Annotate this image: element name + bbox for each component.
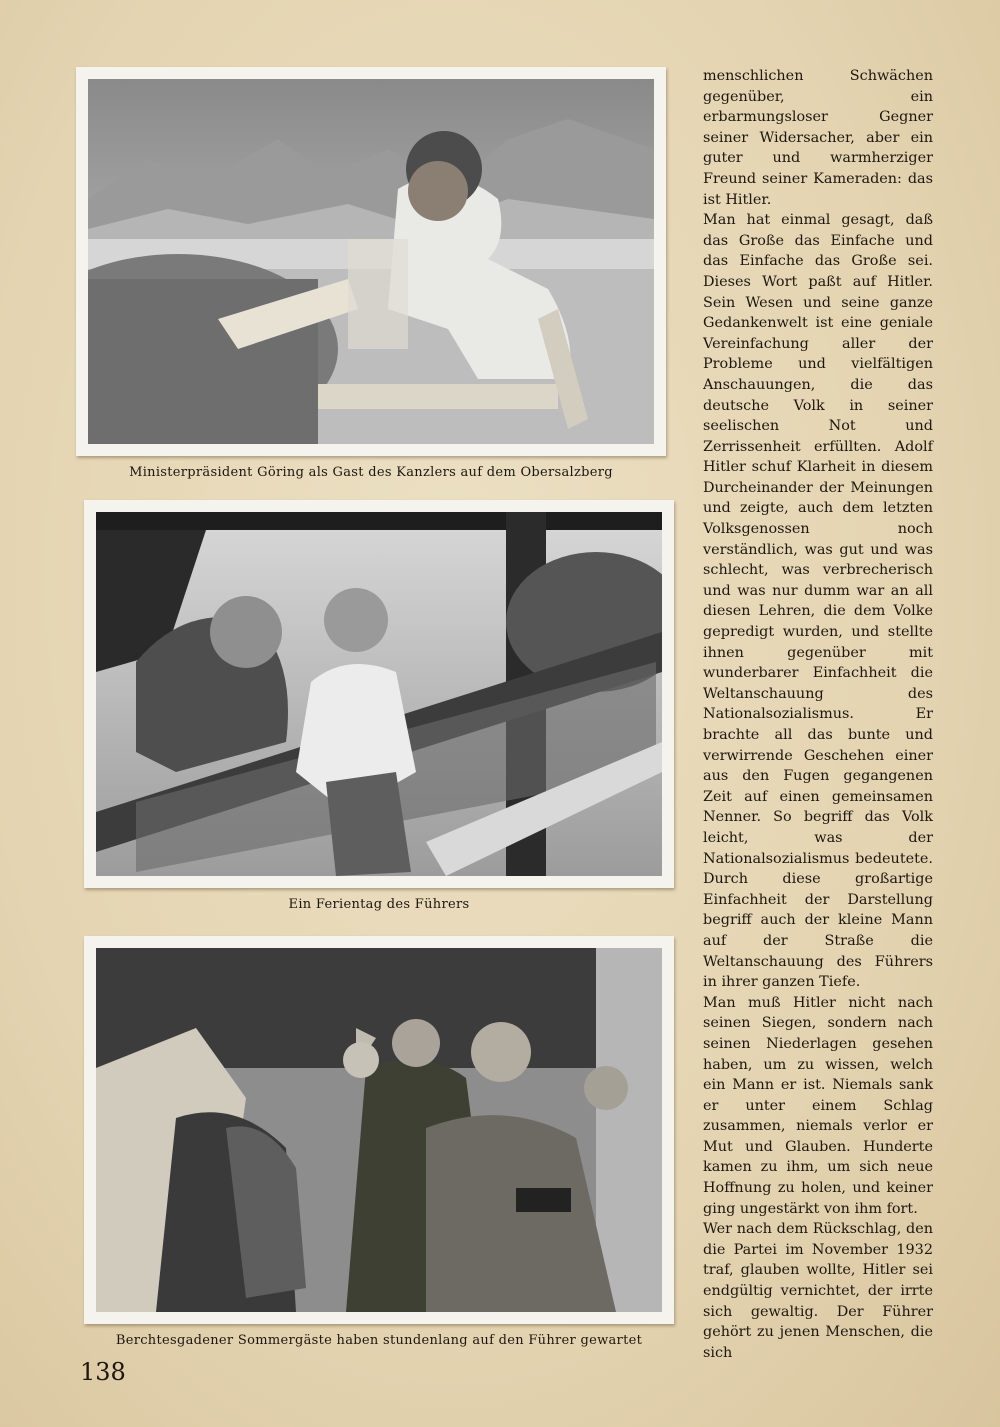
paragraph-1: menschlichen Schwächen gegenüber, ein erbarmungsloser Gegner seiner Widersacher, aber ein guter und warmherziger Freund seiner Kameraden: das ist Hitler. xyxy=(703,68,933,208)
photo-2-image xyxy=(96,512,662,876)
photo-1-image xyxy=(88,79,654,444)
photo-3-scene xyxy=(96,948,662,1312)
page-number: 138 xyxy=(80,1358,126,1386)
paragraph-2: Man hat einmal gesagt, daß das Große das Einfache und das Einfache das Große sei. Dieses Wort paßt auf Hitler. Sein Wesen und seine ganze Gedankenwelt ist eine geniale Vereinfachung aller der Probleme und vielfältigen Anschauungen, die das deutsche Volk in seiner seelischen Not und Zerrissenheit erfüllten. Adolf Hitler schuf Klarheit in diesem Durcheinander der Meinungen und zeigte, auch dem letzten Volksgenossen noch verständlich, was gut und was schlecht, was verbrecherisch und was nur dumm war an all diesen Lehren, die dem Volke gepredigt wurden, und stellte ihnen gegenüber mit wunderbarer Einfachheit die Weltanschauung des Nationalsozialismus. Er brachte all das bunte und verwirrende Geschehen einer aus den Fugen gegangenen Zeit auf einen gemeinsamen Nenner. So begriff das Volk leicht, was der Nationalsozialismus bedeutete. Durch diese großartige Einfachheit der Darstellung begriff auch der kleine Mann auf der Straße die Weltanschauung des Führers in ihrer ganzen Tiefe. xyxy=(703,212,933,991)
paragraph-4: Wer nach dem Rückschlag, den die Partei im November 1932 traf, glauben wollte, Hitler sei endgültig vernichtet, der irrte sich gewaltig. Der Führer gehört zu jenen Menschen, die sich xyxy=(703,1221,933,1361)
photo-1-scene xyxy=(88,79,654,444)
photo-3-caption: Berchtesgadener Sommergäste haben stundenlang auf den Führer gewartet xyxy=(115,1333,643,1348)
photo-2-caption: Ein Ferientag des Führers xyxy=(288,897,470,912)
paragraph-3: Man muß Hitler nicht nach seinen Siegen, sondern nach seinen Niederlagen gesehen haben, um zu wissen, welch ein Mann er ist. Niemals sank er unter einem Schlag zusammen, niemals verlor er Mut und Glauben. Hunderte kamen zu ihm, um sich neue Hoffnung zu holen, und keiner ging ungestärkt von ihm fort. xyxy=(703,994,933,1217)
photo-1 xyxy=(76,67,666,456)
photo-3-image xyxy=(96,948,662,1312)
photo-1-caption: Ministerpräsident Göring als Gast des Kanzlers auf dem Obersalzberg xyxy=(129,465,613,480)
body-text-column xyxy=(703,66,933,1363)
photo-2 xyxy=(84,500,674,888)
photo-2-scene xyxy=(96,512,662,876)
photo-3 xyxy=(84,936,674,1324)
